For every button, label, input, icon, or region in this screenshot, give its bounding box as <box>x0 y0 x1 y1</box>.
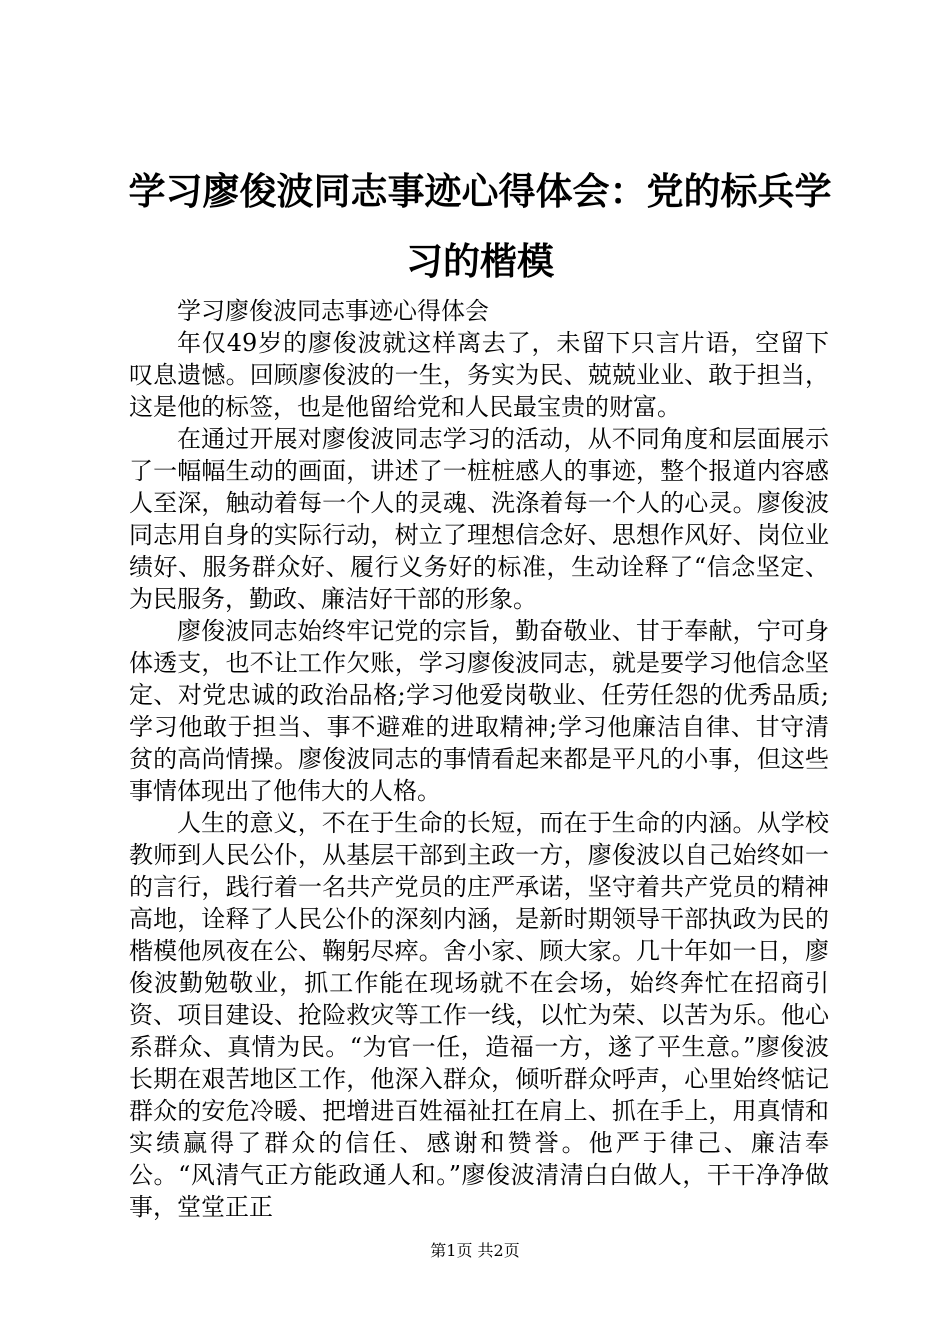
body-paragraph: 在通过开展对廖俊波同志学习的活动，从不同角度和层面展示了一幅幅生动的画面，讲述了一桩桩感人的事迹，整个报道内容感人至深，触动着每一个人的灵魂、洗涤着每一个人的心灵。廖俊波同志用自身的实际行动，树立了理想信念好、思想作风好、岗位业绩好、服务群众好、履行义务好的标准，生动诠释了“信念坚定、为民服务，勤政、廉洁好干部的形象。 <box>129 425 829 613</box>
page-footer: 第1页 共2页 <box>430 1241 520 1260</box>
document-title: 学习廖俊波同志事迹心得体会：党的标兵学习的楷模 <box>128 169 832 283</box>
document-body <box>129 295 829 1223</box>
body-paragraph: 年仅49岁的廖俊波就这样离去了，未留下只言片语，空留下叹息遗憾。回顾廖俊波的一生，务实为民、兢兢业业、敢于担当，这是他的标签，也是他留给党和人民最宝贵的财富。 <box>129 329 829 421</box>
body-paragraph: 廖俊波同志始终牢记党的宗旨，勤奋敬业、甘于奉献，宁可身体透支，也不让工作欠账，学习廖俊波同志，就是要学习他信念坚定、对党忠诚的政治品格;学习他爱岗敬业、任劳任怨的优秀品质;学习他敢于担当、事不避难的进取精神;学习他廉洁自律、甘守清贫的高尚情操。廖俊波同志的事情看起来都是平凡的小事，但这些事情体现出了他伟大的人格。 <box>129 617 829 805</box>
subtitle-paragraph: 学习廖俊波同志事迹心得体会 <box>177 297 489 325</box>
body-paragraph: 人生的意义，不在于生命的长短，而在于生命的内涵。从学校教师到人民公仆，从基层干部到主政一方，廖俊波以自己始终如一的言行，践行着一名共产党员的庄严承诺，坚守着共产党员的精神高地，诠释了人民公仆的深刻内涵，是新时期领导干部执政为民的楷模他夙夜在公、鞠躬尽瘁。舍小家、顾大家。几十年如一日，廖俊波勤勉敬业，抓工作能在现场就不在会场，始终奔忙在招商引资、项目建设、抢险救灾等工作一线，以忙为荣、以苦为乐。他心系群众、真情为民。“为官一任，造福一方，遂了平生意。”廖俊波长期在艰苦地区工作，他深入群众，倾听群众呼声，心里始终惦记群众的安危冷暖、把增进百姓福祉扛在肩上、抓在手上，用真情和实绩赢得了群众的信任、感谢和赞誉。他严于律己、廉洁奉公。“风清气正方能政通人和。”廖俊波清清白白做人，干干净净做事，堂堂正正 <box>129 809 829 1221</box>
